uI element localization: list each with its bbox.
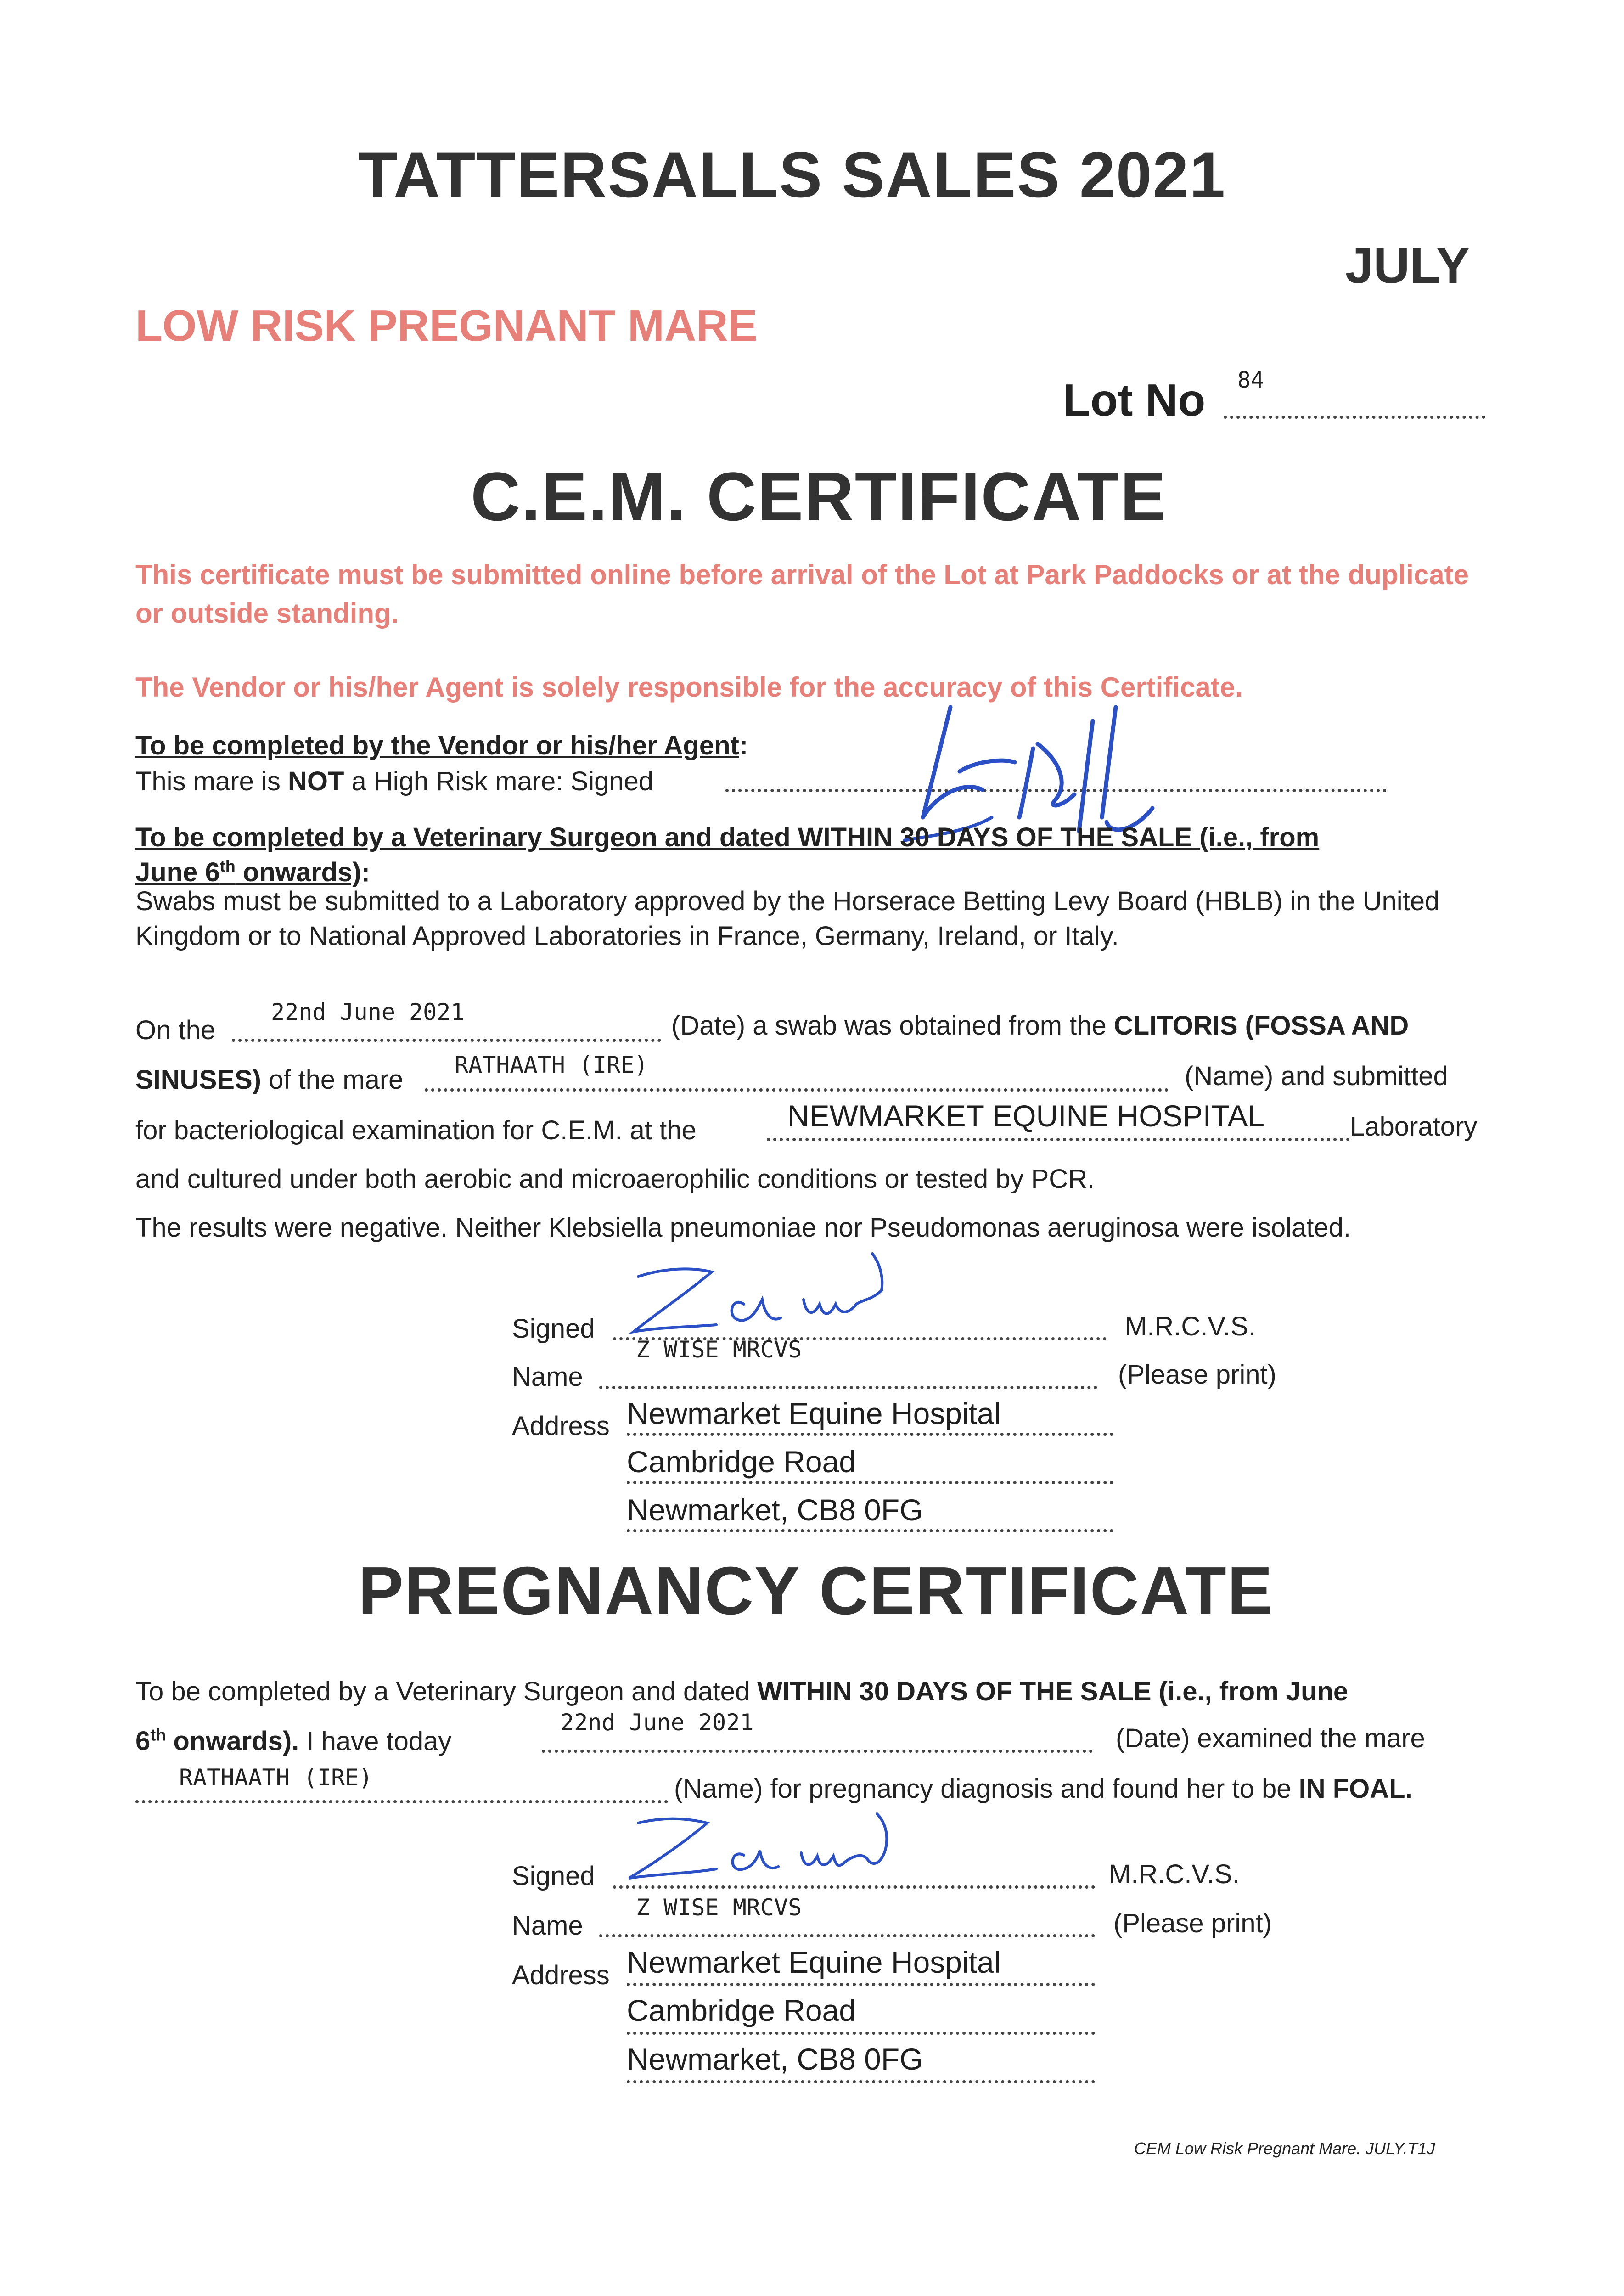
vet-heading-cont: June 6th onwards):	[135, 857, 370, 888]
pregnancy-date-dots	[542, 1750, 1093, 1753]
pregnancy-line-2: 6th onwards). I have today	[135, 1726, 452, 1756]
lot-number: 84	[1237, 367, 1264, 393]
lab-name: NEWMARKET EQUINE HOSPITAL	[787, 1099, 1265, 1133]
preg-address-line-1: Newmarket Equine Hospital	[627, 1945, 1001, 1979]
preg-please-print: (Please print)	[1113, 1908, 1272, 1938]
cem-mare-name: RATHAATH (IRE)	[455, 1052, 648, 1078]
lab-name-dots	[767, 1138, 1350, 1141]
page-title: TATTERSALLS SALES 2021	[358, 139, 1226, 211]
on-the-label: On the	[135, 1015, 216, 1045]
cem-vet-name: Z WISE MRCVS	[636, 1336, 802, 1363]
preg-vet-name: Z WISE MRCVS	[636, 1894, 802, 1921]
pregnancy-line-3: (Name) for pregnancy diagnosis and found her to be IN FOAL.	[674, 1774, 1413, 1804]
cem-address-line-1: Newmarket Equine Hospital	[627, 1396, 1001, 1430]
preg-mrcvs: M.R.C.V.S.	[1109, 1859, 1240, 1889]
pregnancy-date-suffix: (Date) examined the mare	[1116, 1723, 1425, 1753]
swabs-text: Swabs must be submitted to a Laboratory approved by the Horserace Betting Levy Board (HBLB) in the United Kingdom or to National Approved Laboratories in France, Germany, Ireland, or Italy.	[135, 886, 1440, 951]
preg-address-dots-1	[627, 1983, 1095, 1986]
pregnancy-title: PREGNANCY CERTIFICATE	[358, 1553, 1274, 1629]
cem-please-print: (Please print)	[1118, 1360, 1276, 1390]
preg-address-label: Address	[512, 1960, 610, 1990]
month-label: JULY	[1345, 237, 1470, 294]
cem-address-line-2: Cambridge Road	[627, 1445, 856, 1479]
cem-address-label: Address	[512, 1411, 610, 1441]
name-submitted: (Name) and submitted	[1185, 1061, 1448, 1091]
cultured-text: and cultured under both aerobic and microaerophilic conditions or tested by PCR.	[135, 1164, 1095, 1194]
preg-address-line-3: Newmarket, CB8 0FG	[627, 2042, 923, 2076]
vendor-statement: This mare is NOT a High Risk mare: Signed	[135, 766, 654, 796]
cem-signed-label: Signed	[512, 1314, 595, 1344]
preg-address-dots-3	[627, 2080, 1095, 2083]
cem-name-dots	[599, 1386, 1097, 1389]
preg-address-dots-2	[627, 2032, 1095, 2035]
swab-date-dots	[232, 1039, 661, 1042]
footer-code: CEM Low Risk Pregnant Mare. JULY.T1J	[1134, 2139, 1435, 2158]
pregnancy-intro: To be completed by a Veterinary Surgeon and dated WITHIN 30 DAYS OF THE SALE (i.e., from June	[135, 1677, 1349, 1706]
cem-submission-notice: This certificate must be submitted online before arrival of the Lot at Park Paddocks or at the duplicate or outside standing.	[135, 559, 1469, 629]
preg-name-label: Name	[512, 1911, 583, 1941]
vet-heading: To be completed by a Veterinary Surgeon and dated WITHIN 30 DAYS OF THE SALE (i.e., from	[135, 822, 1320, 852]
cem-vet-signature	[624, 1235, 891, 1345]
cem-address-dots-2	[627, 1481, 1113, 1484]
swab-date-suffix: (Date) a swab was obtained from the CLITORIS (FOSSA AND	[671, 1011, 1409, 1041]
vendor-heading: To be completed by the Vendor or his/her Agent	[135, 731, 739, 760]
bacterio-text: for bacteriological examination for C.E.M. at the	[135, 1115, 697, 1145]
cem-title: C.E.M. CERTIFICATE	[471, 458, 1167, 535]
vendor-section: To be completed by the Vendor or his/her Agent:	[135, 731, 748, 760]
lot-dots	[1224, 416, 1485, 419]
cem-vendor-notice: The Vendor or his/her Agent is solely responsible for the accuracy of this Certificate.	[135, 672, 1243, 703]
cem-mrcvs: M.R.C.V.S.	[1125, 1311, 1256, 1341]
preg-name-dots	[599, 1934, 1095, 1937]
lot-label: Lot No	[1063, 375, 1206, 425]
sinuses-text: SINUSES) of the mare	[135, 1065, 404, 1095]
vendor-signature	[895, 680, 1235, 845]
preg-vet-signature	[620, 1805, 895, 1896]
cem-address-dots-3	[627, 1529, 1113, 1532]
swab-date-value: 22nd June 2021	[271, 999, 465, 1025]
cem-address-dots-1	[627, 1433, 1113, 1436]
pregnancy-mare-dots	[135, 1800, 668, 1803]
cem-address-line-3: Newmarket, CB8 0FG	[627, 1493, 923, 1527]
results-text: The results were negative. Neither Klebsiella pneumoniae nor Pseudomonas aeruginosa were isolated.	[135, 1213, 1351, 1243]
mare-name-dots	[425, 1088, 1169, 1092]
pregnancy-date-value: 22nd June 2021	[560, 1709, 754, 1736]
preg-signed-label: Signed	[512, 1861, 595, 1891]
cem-name-label: Name	[512, 1362, 583, 1392]
risk-label: LOW RISK PREGNANT MARE	[135, 301, 758, 350]
pregnancy-mare-name: RATHAATH (IRE)	[179, 1764, 373, 1791]
laboratory-label: Laboratory	[1350, 1112, 1478, 1142]
preg-address-line-2: Cambridge Road	[627, 1993, 856, 2027]
